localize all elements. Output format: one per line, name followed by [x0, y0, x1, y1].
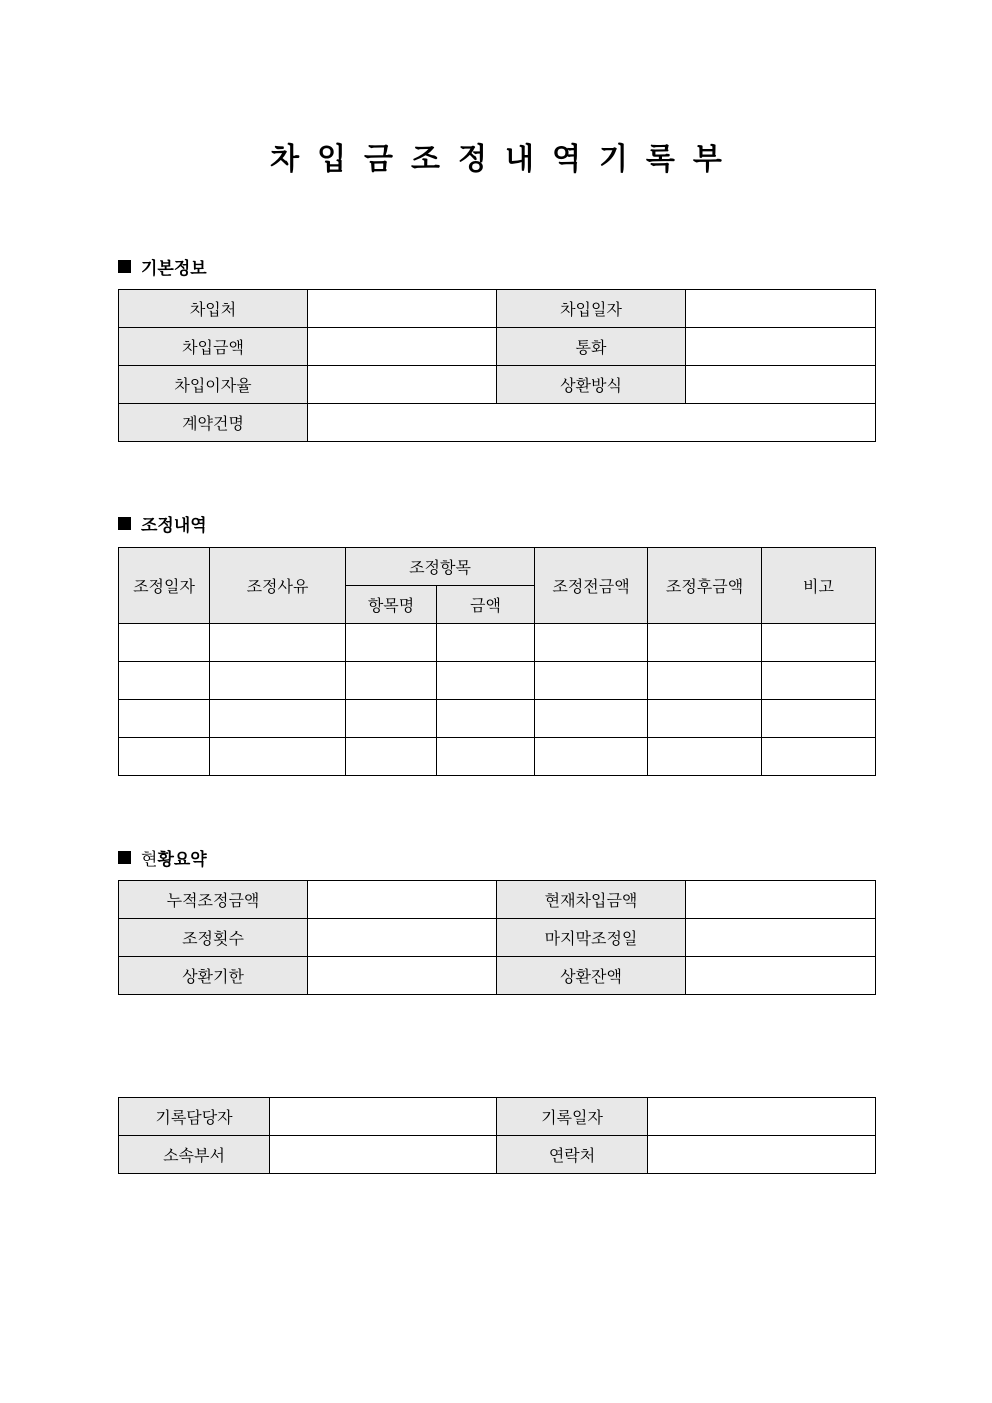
label-adjust-count: 조정횟수: [119, 919, 308, 957]
label-last-adjust-date: 마지막조정일: [497, 919, 686, 957]
table-header-row: [119, 548, 876, 586]
square-bullet-icon: [118, 851, 131, 864]
field-department[interactable]: [270, 1136, 497, 1174]
label-borrow-date: 차입일자: [497, 290, 686, 328]
table-row: [119, 404, 876, 442]
cell-amount-before[interactable]: [535, 624, 648, 662]
field-repayment-method[interactable]: [686, 366, 876, 404]
label-currency: 통화: [497, 328, 686, 366]
label-cumulative-adjust: 누적조정금액: [119, 881, 308, 919]
table-row: [119, 328, 876, 366]
field-interest-rate[interactable]: [308, 366, 497, 404]
basic-info-table: [118, 289, 876, 442]
header-item-amount: 금액: [437, 586, 535, 624]
section-heading-adjust: [118, 511, 207, 536]
table-row: [119, 662, 876, 700]
cell-note[interactable]: [762, 700, 876, 738]
cell-adjust-reason[interactable]: [210, 700, 346, 738]
section-heading-adjust-text: 조정내역: [141, 516, 207, 536]
section-heading-summary-bold: 황요약: [157, 850, 207, 870]
cell-adjust-date[interactable]: [119, 624, 210, 662]
field-borrow-amount[interactable]: [308, 328, 497, 366]
table-row: [119, 881, 876, 919]
cell-amount-after[interactable]: [648, 700, 762, 738]
field-repayment-deadline[interactable]: [308, 957, 497, 995]
table-row: [119, 738, 876, 776]
label-remaining-balance: 상환잔액: [497, 957, 686, 995]
field-remaining-balance[interactable]: [686, 957, 876, 995]
field-currency[interactable]: [686, 328, 876, 366]
field-lender[interactable]: [308, 290, 497, 328]
header-adjust-date: 조정일자: [119, 548, 210, 624]
section-heading-basic: [118, 254, 207, 279]
cell-adjust-reason[interactable]: [210, 624, 346, 662]
label-department: 소속부서: [119, 1136, 270, 1174]
section-heading-summary-light: 현: [141, 850, 158, 870]
field-last-adjust-date[interactable]: [686, 919, 876, 957]
table-row: [119, 624, 876, 662]
cell-adjust-reason[interactable]: [210, 738, 346, 776]
table-row: [119, 919, 876, 957]
header-adjust-item-group: 조정항목: [346, 548, 535, 586]
cell-note[interactable]: [762, 662, 876, 700]
table-row: [119, 366, 876, 404]
adjustment-table: [118, 547, 876, 776]
cell-note[interactable]: [762, 624, 876, 662]
square-bullet-icon: [118, 517, 131, 530]
cell-item-amount[interactable]: [437, 738, 535, 776]
section-heading-basic-text: 기본정보: [141, 259, 207, 279]
cell-item-amount[interactable]: [437, 700, 535, 738]
cell-amount-after[interactable]: [648, 662, 762, 700]
field-current-borrow[interactable]: [686, 881, 876, 919]
section-heading-summary: [118, 845, 207, 870]
square-bullet-icon: [118, 260, 131, 273]
field-record-date[interactable]: [648, 1098, 876, 1136]
record-info-table: [118, 1097, 876, 1174]
cell-item-amount[interactable]: [437, 624, 535, 662]
header-note: 비고: [762, 548, 876, 624]
field-cumulative-adjust[interactable]: [308, 881, 497, 919]
summary-table: [118, 880, 876, 995]
label-contact: 연락처: [497, 1136, 648, 1174]
cell-item-name[interactable]: [346, 700, 437, 738]
table-row: [119, 957, 876, 995]
header-amount-after: 조정후금액: [648, 548, 762, 624]
cell-amount-before[interactable]: [535, 662, 648, 700]
table-row: [119, 1136, 876, 1174]
cell-adjust-date[interactable]: [119, 662, 210, 700]
field-contract-name[interactable]: [308, 404, 876, 442]
table-row: [119, 290, 876, 328]
cell-amount-after[interactable]: [648, 624, 762, 662]
label-interest-rate: 차입이자율: [119, 366, 308, 404]
field-adjust-count[interactable]: [308, 919, 497, 957]
label-recorder: 기록담당자: [119, 1098, 270, 1136]
label-lender: 차입처: [119, 290, 308, 328]
label-current-borrow: 현재차입금액: [497, 881, 686, 919]
label-contract-name: 계약건명: [119, 404, 308, 442]
cell-note[interactable]: [762, 738, 876, 776]
cell-adjust-reason[interactable]: [210, 662, 346, 700]
table-row: [119, 700, 876, 738]
document-title: 차입금조정내역기록부: [270, 142, 740, 177]
label-record-date: 기록일자: [497, 1098, 648, 1136]
cell-amount-after[interactable]: [648, 738, 762, 776]
field-borrow-date[interactable]: [686, 290, 876, 328]
field-contact[interactable]: [648, 1136, 876, 1174]
cell-item-amount[interactable]: [437, 662, 535, 700]
cell-amount-before[interactable]: [535, 738, 648, 776]
cell-adjust-date[interactable]: [119, 738, 210, 776]
header-item-name: 항목명: [346, 586, 437, 624]
cell-amount-before[interactable]: [535, 700, 648, 738]
header-amount-before: 조정전금액: [535, 548, 648, 624]
header-adjust-reason: 조정사유: [210, 548, 346, 624]
cell-item-name[interactable]: [346, 662, 437, 700]
field-recorder[interactable]: [270, 1098, 497, 1136]
label-borrow-amount: 차입금액: [119, 328, 308, 366]
cell-item-name[interactable]: [346, 624, 437, 662]
label-repayment-deadline: 상환기한: [119, 957, 308, 995]
label-repayment-method: 상환방식: [497, 366, 686, 404]
cell-item-name[interactable]: [346, 738, 437, 776]
table-row: [119, 1098, 876, 1136]
cell-adjust-date[interactable]: [119, 700, 210, 738]
